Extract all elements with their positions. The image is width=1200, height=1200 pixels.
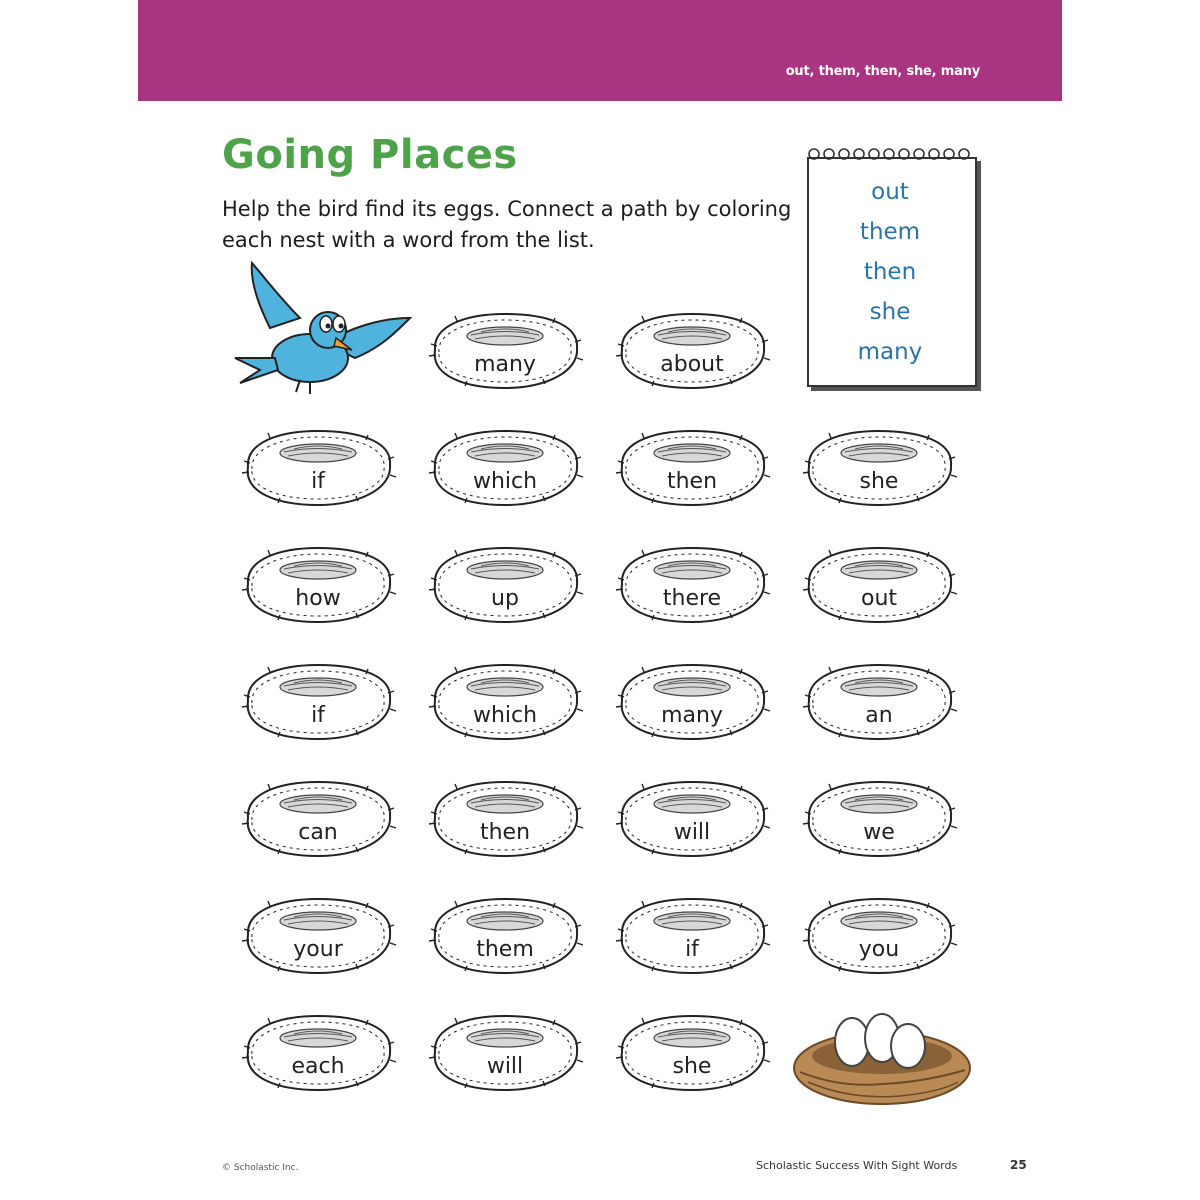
nest-icon [425,893,585,977]
nest[interactable] [425,1010,585,1094]
nest-icon [612,542,772,626]
nest[interactable] [425,542,585,626]
nest[interactable] [425,659,585,743]
bird-icon [230,258,415,398]
nest-word: if [311,703,325,728]
word-list-item: them [859,219,921,245]
nest-icon [238,659,398,743]
nest-icon [799,659,959,743]
notepad-spiral-icon [802,140,982,170]
nest-icon [425,659,585,743]
nest[interactable] [238,1010,398,1094]
nest[interactable] [612,425,772,509]
header-word-list: out, them, then, she, many [785,64,980,79]
nest[interactable] [612,893,772,977]
nest[interactable] [799,542,959,626]
page-number: 25 [1010,1158,1027,1172]
nest-icon [612,308,772,392]
nest-word: which [472,469,538,494]
nest-word: an [865,703,893,728]
word-list-item: out [871,179,909,205]
nest-word: how [295,586,341,611]
nest[interactable] [425,776,585,860]
instructions: Help the bird find its eggs. Connect a path by coloring each nest with a word from the list. [222,197,792,252]
nest-word: there [662,586,722,611]
nest-icon [799,776,959,860]
nest[interactable] [425,893,585,977]
nest-icon [799,893,959,977]
nest-icon [238,542,398,626]
nest-icon [238,776,398,860]
nest[interactable] [612,1010,772,1094]
nest[interactable] [238,893,398,977]
nest-icon [425,1010,585,1094]
word-list [807,172,973,372]
nest-word: each [291,1054,345,1079]
nest-icon [425,776,585,860]
nest[interactable] [612,542,772,626]
nest-word: them [476,937,534,962]
nest-icon [612,776,772,860]
nest-icon [799,425,959,509]
nest-word: if [311,469,325,494]
nest[interactable] [799,659,959,743]
nest[interactable] [425,425,585,509]
nest[interactable] [238,425,398,509]
nest-word: up [491,586,519,611]
word-list-item: she [869,299,911,325]
nest[interactable] [612,308,772,392]
word-list-item: then [863,259,917,285]
nest-word: many [661,703,723,728]
nest-word: will [486,1054,524,1079]
page-title: Going Places [222,132,518,178]
word-list-item: many [857,339,923,365]
nest-word: then [666,469,718,494]
nest[interactable] [799,893,959,977]
nest-word: will [673,820,711,845]
header-band [138,0,1062,101]
nest-icon [425,308,585,392]
nest-icon [238,425,398,509]
nest[interactable] [238,776,398,860]
nest-word: many [474,352,536,377]
nest[interactable] [238,542,398,626]
nest-icon [799,542,959,626]
nest[interactable] [612,659,772,743]
egg-nest-icon [790,1000,975,1110]
nest[interactable] [799,425,959,509]
nest-icon [238,1010,398,1094]
nest-word: which [472,703,538,728]
nest-icon [612,1010,772,1094]
nest-icon [612,425,772,509]
nest-word: your [293,937,343,962]
nest-word: if [685,937,699,962]
nest[interactable] [612,776,772,860]
nest-word: then [479,820,531,845]
nest-icon [425,425,585,509]
nest-word: out [860,586,898,611]
nest[interactable] [799,776,959,860]
nest-icon [238,893,398,977]
nest-word: we [863,820,895,845]
nest[interactable] [238,659,398,743]
copyright: © Scholastic Inc. [222,1163,299,1173]
nest[interactable] [425,308,585,392]
book-title: Scholastic Success With Sight Words [756,1159,958,1172]
nest-icon [425,542,585,626]
nest-word: you [858,937,900,962]
nest-word: she [672,1054,712,1079]
nest-word: about [660,352,724,377]
nest-word: she [859,469,899,494]
nest-icon [612,893,772,977]
nest-word: can [298,820,338,845]
nest-icon [612,659,772,743]
